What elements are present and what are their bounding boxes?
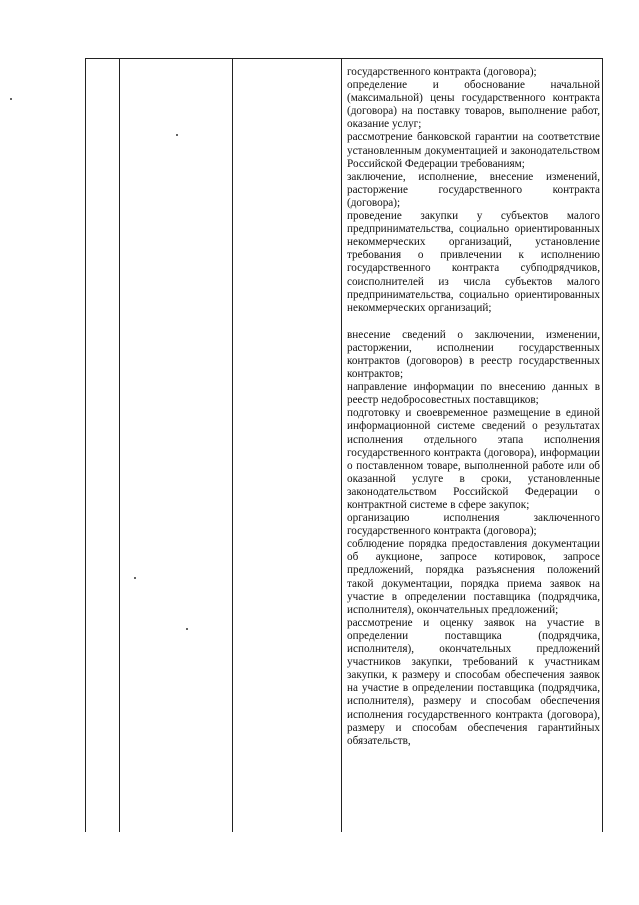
paragraph: направление информации по внесению данных в реестр недобросовестных поставщиков; [347,381,600,407]
table-col-line-3 [232,58,233,832]
table-col-line-1 [85,58,86,832]
table-col-line-4 [341,58,342,832]
table-col-line-2 [119,58,120,832]
scan-speck [134,577,136,579]
scan-speck [10,98,12,100]
paragraph: подготовку и своевременное размещение в единой информационной системе сведений о результатах исполнения отдельного этапа исполнения государственного контракта (договора), информации о поставленном товаре, выполненной работе или об оказанной услуге в сроки, установленные законодательством Российской Федерации о контрактной системе в сфере закупок; [347,407,600,511]
table-col-line-5 [602,58,603,832]
paragraph: организацию исполнения заключенного государственного контракта (договора); [347,512,600,538]
paragraph: соблюдение порядка предоставления документации об аукционе, запросе котировок, запросе предложений, порядка разъяснения положений такой документации, порядка приема заявок на участие в определении поставщика (подрядчика, исполнителя), окончательных предложений; [347,538,600,616]
paragraph: государственного контракта (договора); [347,66,537,78]
duties-text-column [347,66,600,748]
paragraph: определение и обоснование начальной (максимальной) цены государственного контракта (договора) на поставку товаров, выполнение работ, оказание услуг; [347,79,600,131]
table-top-border [85,58,603,59]
paragraph: внесение сведений о заключении, изменении, расторжении, исполнении государственных контрактов (договоров) в реестр государственных контрактов; [347,328,600,381]
scan-speck [186,628,188,630]
paragraph: рассмотрение банковской гарантии на соответствие установленным документацией и законодательством Российской Федерации требованиям; [347,131,600,170]
paragraph: заключение, исполнение, внесение изменений, расторжение государственного контракта (договора); [347,170,600,209]
scan-speck [176,134,178,136]
paragraph-gap [347,315,600,329]
paragraph: рассмотрение и оценку заявок на участие в определении поставщика (подрядчика, исполнителя), окончательных предложений участников закупки, требований к участникам закупки, к размеру и способам обеспечения заявок на участие в определении поставщика (подрядчика, исполнителя), размеру и способам обеспечения исполнения государственного контракта (договора), размеру и способам обеспечения гарантийных обязательств, [347,616,600,747]
paragraph: проведение закупки у субъектов малого предпринимательства, социально ориентированных некоммерческих организаций, установление требования о привлечении к исполнению государственного контракта субподрядчиков, соисполнителей из числа субъектов малого предпринимательства, социально ориентированных некоммерческих организаций; [347,210,600,314]
